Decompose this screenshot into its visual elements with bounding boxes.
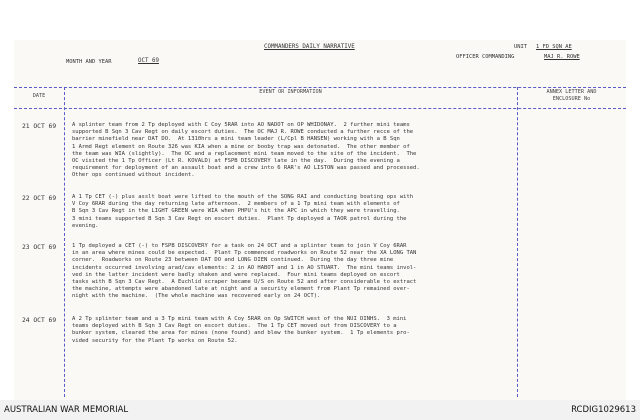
annex-column-rule [517,87,518,397]
annex-column-header: ANNEX LETTER AND ENCLOSURE No [546,89,597,102]
entry-date: 24 OCT 69 [22,317,57,324]
entry-text: 1 Tp deployed a CET (-) to FSPB DISCOVERY for a task on 24 OCT and a splinter team to join V Coy 6RAR in an area where mines could be expected. Plant Tp commenced roadworks on Route 52 near the XA LONG TAN corner. Roadworks on Route 23 between DAT DO and LONG DIEN continued. During the day three mine incidents occurred involving arad/cav elements: 2 in AO HABOT and 1 in AO STUART. The mini teams invol- ved in the latter incident were badly shaken and were replaced. Four mini teams deployed on escort tasks with B Sqn 3 Cav Regt. A Euchlid scraper became U/S on Route 52 and after considerable to extract the machine, attempts were abandoned late at night and a security element from Plant Tp remained over- night with the machine. (The whole machine was recovered early on 24 OCT). [72,243,417,300]
table-top-rule [14,87,626,88]
footer-archive-name: AUSTRALIAN WAR MEMORIAL [4,405,129,415]
officer-value: MAJ R. ROWE [544,54,580,60]
date-column-rule [64,87,65,397]
unit-value: 1 FD SQN AE [536,44,572,50]
unit-label: UNIT [514,44,527,50]
month-year-value: OCT 69 [138,58,159,64]
officer-label: OFFICER COMMANDING [456,54,515,60]
document-sheet [14,40,626,400]
entry-date: 21 OCT 69 [22,123,57,130]
event-column-header: EVENT OR INFORMATION [259,89,322,95]
date-column-header: DATE [32,93,46,99]
footer-record-id: RCDIG1029613 [571,405,636,415]
entry-text: A 1 Tp CET (-) plus asslt boat were lifted to the mouth of the SONG RAI and conducting boating ops with V Coy 6RAR during the day returning late afternoon. 2 members of a 1 Tp mini team with elements of B Sqn 3 Cav Regt in the LIGHT GREEN were WIA when PHPU's hit the APC in which they were travelling. 3 mini teams supported B Sqn 3 Cav Regt on escort duties. Plant Tp deployed a TAOR patrol during the evening. [72,194,414,229]
header-bottom-rule [14,108,626,109]
entry-text: A splinter team from 2 Tp deployed with C Coy 5RAR into AO NADOT on OP WHIDONAY. 2 further mini teams supported B Sqn 3 Cav Regt on daily escort duties. The OC MAJ R. ROWE conducted a further recce of the barrier minefield near DAT DO. At 1310hrs a mini team leader (L/Cpl B HANSEN) working with a B Sqn 1 Armd Regt element on Route 326 was KIA when a mine or booby trap was detonated. The other member of the team was WIA (slightly). The OC and a replacement mini team moved to the site of the incident. The OC visited the 1 Tp Officer (Lt R. KOVALD) at FSPB DISCOVERY late in the day. During the evening a requirement for deployment of an assault boat and a crew into 6 RAR's AO LISTON was passed and processed. Other ops continued without incident. [72,122,420,179]
entry-date: 23 OCT 69 [22,244,57,251]
document-title: COMMANDERS DAILY NARRATIVE [264,44,355,50]
month-year-label: MONTH AND YEAR [66,59,112,65]
entry-text: A 2 Tp splinter team and a 3 Tp mini team with A Coy 5RAR on Op SWITCH west of the NUI DINHS. 3 mini teams deployed with B Sqn 3 Cav Regt on escort duties. The 1 Tp CET moved out from DISCOVERY to a bunker system, cleared the area for mines (none found) and blew the bunker system. 1 Tp elements pro- vided security for the Plant Tp works on Route 52. [72,316,410,344]
entry-date: 22 OCT 69 [22,195,57,202]
